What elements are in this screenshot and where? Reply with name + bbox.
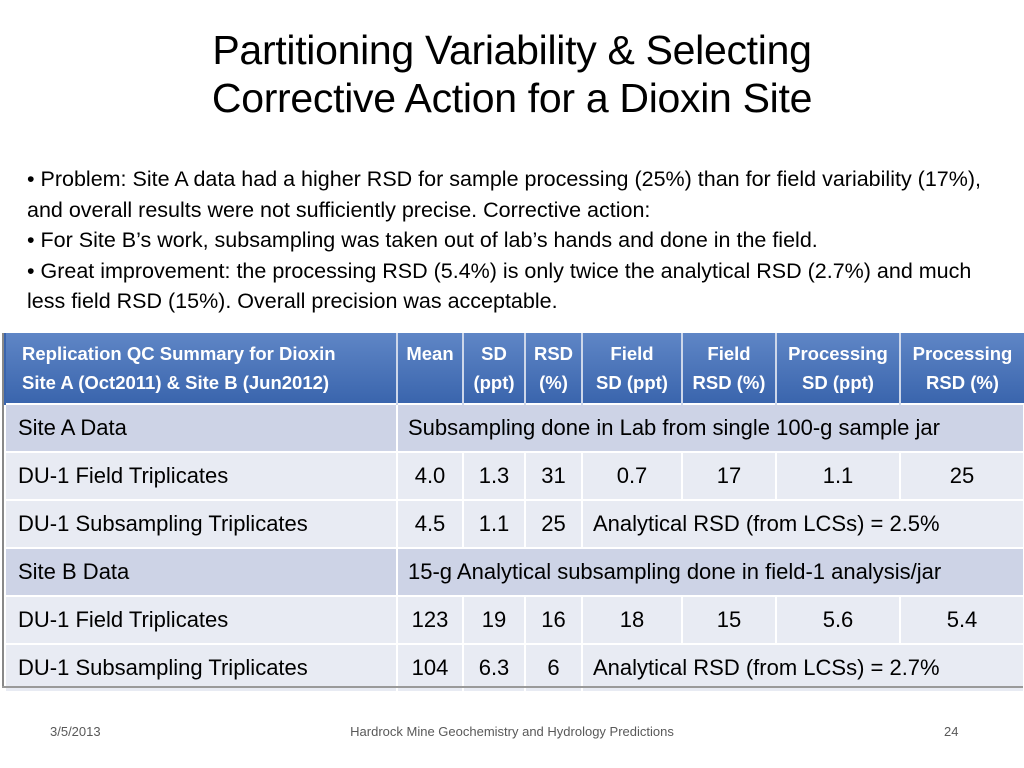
row-label: DU-1 Subsampling Triplicates — [5, 644, 397, 692]
table-row-site-a-field — [5, 452, 1024, 500]
cell-sd: 1.3 — [463, 452, 525, 500]
table-row-site-a-subsampling — [5, 500, 1024, 548]
footer-date: 3/5/2013 — [50, 724, 101, 739]
table-row-site-b — [5, 548, 1024, 596]
header-sd-line-2: (ppt) — [473, 372, 515, 393]
cell-processing-rsd: 25 — [900, 452, 1024, 500]
replication-qc-table — [4, 333, 1023, 688]
site-b-label: Site B Data — [5, 548, 397, 596]
table-row-site-b-subsampling — [5, 644, 1024, 692]
site-b-note: 15-g Analytical subsampling done in field-1 analysis/jar — [397, 548, 1024, 596]
cell-rsd: 6 — [525, 644, 582, 692]
slide-title — [0, 26, 1024, 122]
header-rsd — [525, 333, 582, 404]
site-a-label: Site A Data — [5, 404, 397, 452]
header-processing-sd-line-2: SD (ppt) — [802, 372, 874, 393]
header-mean — [397, 333, 463, 404]
header-field-rsd-line-1: Field — [707, 343, 751, 364]
header-processing-sd — [776, 333, 900, 404]
table-row-site-a — [5, 404, 1024, 452]
row-label: DU-1 Field Triplicates — [5, 452, 397, 500]
cell-mean: 4.0 — [397, 452, 463, 500]
site-a-note: Subsampling done in Lab from single 100-g sample jar — [397, 404, 1024, 452]
row-label: DU-1 Subsampling Triplicates — [5, 500, 397, 548]
header-summary — [5, 333, 397, 404]
table-row-site-b-field — [5, 596, 1024, 644]
row-label: DU-1 Field Triplicates — [5, 596, 397, 644]
cell-processing-sd: 5.6 — [776, 596, 900, 644]
header-field-rsd-line-2: RSD (%) — [692, 372, 766, 393]
cell-analytical-rsd-note: Analytical RSD (from LCSs) = 2.7% — [582, 644, 1024, 692]
header-field-sd — [582, 333, 682, 404]
header-field-sd-line-2: SD (ppt) — [596, 372, 668, 393]
bullet-list — [27, 164, 1007, 317]
cell-rsd: 25 — [525, 500, 582, 548]
title-line-2: Corrective Action for a Dioxin Site — [211, 75, 813, 121]
bullet-improvement: • Great improvement: the processing RSD (5.4%) is only twice the analytical RSD (2.7%) and much less field RSD (15%). Overall precision was acceptable. — [27, 258, 972, 313]
cell-analytical-rsd-note: Analytical RSD (from LCSs) = 2.5% — [582, 500, 1024, 548]
cell-mean: 123 — [397, 596, 463, 644]
cell-field-rsd: 15 — [682, 596, 776, 644]
cell-sd: 6.3 — [463, 644, 525, 692]
cell-processing-sd: 1.1 — [776, 452, 900, 500]
cell-field-sd: 0.7 — [582, 452, 682, 500]
table-shadow-bottom — [2, 686, 1023, 688]
footer-title: Hardrock Mine Geochemistry and Hydrology Predictions — [350, 724, 674, 739]
cell-rsd: 31 — [525, 452, 582, 500]
table-header-row — [5, 333, 1024, 404]
header-rsd-line-1: RSD — [533, 343, 574, 364]
bullet-problem: • Problem: Site A data had a higher RSD for sample processing (25%) than for field variability (17%), and overall results were not sufficiently precise. Corrective action: — [27, 167, 981, 222]
header-sd — [463, 333, 525, 404]
header-processing-rsd-line-2: RSD (%) — [926, 372, 999, 393]
cell-rsd: 16 — [525, 596, 582, 644]
cell-sd: 1.1 — [463, 500, 525, 548]
header-rsd-line-2: (%) — [539, 372, 568, 393]
header-summary-line-1: Replication QC Summary for Dioxin — [22, 343, 336, 364]
header-field-sd-line-1: Field — [610, 343, 654, 364]
header-processing-sd-line-1: Processing — [788, 343, 888, 364]
header-processing-rsd-line-1: Processing — [912, 343, 1013, 364]
cell-processing-rsd: 5.4 — [900, 596, 1024, 644]
cell-sd: 19 — [463, 596, 525, 644]
header-mean-label: Mean — [406, 343, 454, 364]
header-field-rsd — [682, 333, 776, 404]
title-line-1: Partitioning Variability & Selecting — [212, 27, 812, 73]
cell-field-rsd: 17 — [682, 452, 776, 500]
bullet-site-b: • For Site B’s work, subsampling was taken out of lab’s hands and done in the field. — [27, 228, 818, 252]
cell-field-sd: 18 — [582, 596, 682, 644]
header-summary-line-2: Site A (Oct2011) & Site B (Jun2012) — [22, 372, 330, 393]
cell-mean: 4.5 — [397, 500, 463, 548]
cell-mean: 104 — [397, 644, 463, 692]
header-processing-rsd — [900, 333, 1024, 404]
footer-page-number: 24 — [944, 724, 959, 739]
header-sd-line-1: SD — [481, 343, 507, 364]
